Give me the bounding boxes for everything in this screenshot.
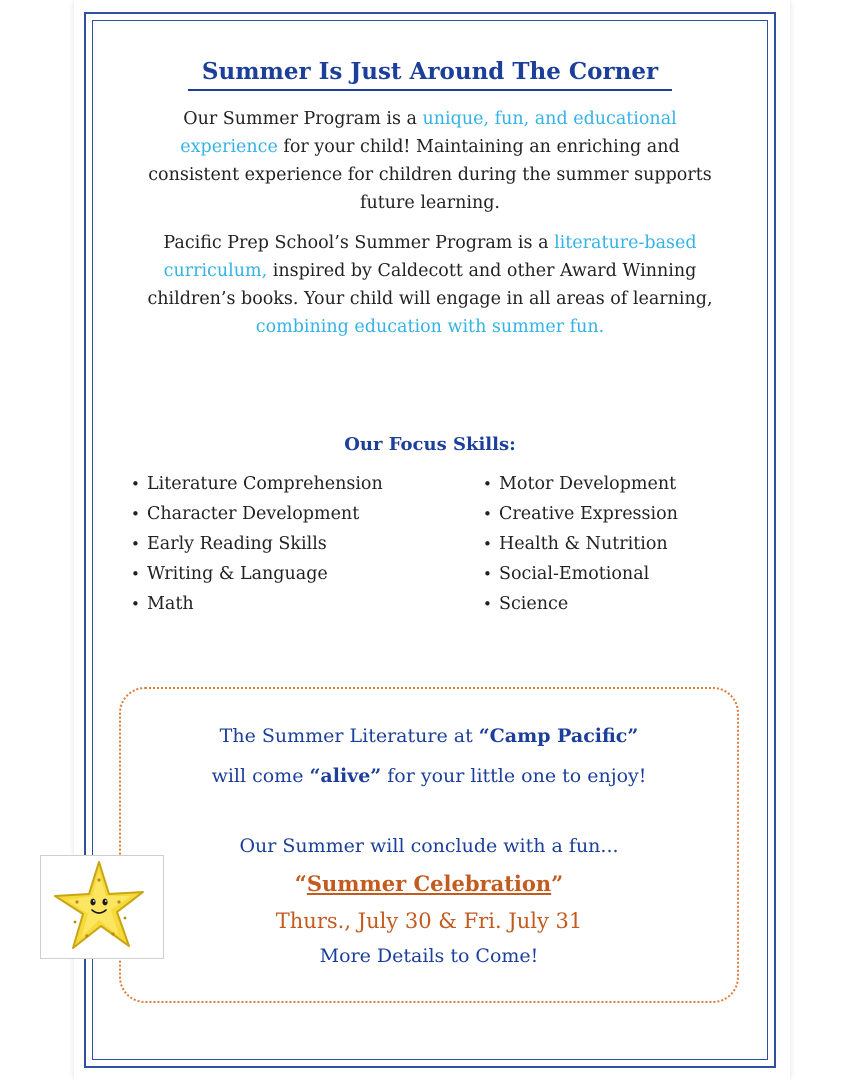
camp-line-1-text: The Summer Literature at <box>219 725 479 747</box>
camp-line-2-text-1: will come <box>211 765 310 787</box>
camp-line-1 <box>121 725 737 747</box>
camp-alive: “alive” <box>309 765 382 787</box>
more-details-text: More Details to Come! <box>319 945 539 967</box>
curriculum-text-2: inspired by Caldecott and other Award Winning children’s books. Your child will engage in all areas of learning, <box>147 261 713 309</box>
list-item: • Early Reading Skills <box>131 529 383 559</box>
celebration-open-quote: “ <box>294 871 307 896</box>
curriculum-highlight-2: combining education with summer fun. <box>255 317 605 337</box>
celebration-dates: Thurs., July 30 & Fri. July 31 <box>275 909 583 933</box>
flyer-title-text: Summer Is Just Around The Corner <box>188 58 672 91</box>
list-item: • Math <box>131 589 383 619</box>
list-item: • Writing & Language <box>131 559 383 589</box>
curriculum-highlight-1: literature-based curriculum, <box>163 233 697 281</box>
flyer-inner-border <box>92 20 768 1060</box>
celebration-close-quote: ” <box>551 871 564 896</box>
intro-text-1: Our Summer Program is a <box>183 109 423 129</box>
curriculum-paragraph <box>133 229 727 341</box>
camp-line-2 <box>121 765 737 787</box>
list-item: • Science <box>483 589 678 619</box>
starfish-icon <box>47 856 157 956</box>
focus-skills-heading: Our Focus Skills: <box>344 434 516 455</box>
intro-paragraph <box>133 105 727 217</box>
list-item: • Literature Comprehension <box>131 469 383 499</box>
list-item: • Motor Development <box>483 469 678 499</box>
list-item: • Character Development <box>131 499 383 529</box>
flyer-outer-border <box>84 12 776 1068</box>
list-item: • Health & Nutrition <box>483 529 678 559</box>
camp-name: “Camp Pacific” <box>478 725 639 747</box>
camp-line-2-text-2: for your little one to enjoy! <box>381 765 647 787</box>
curriculum-text-1: Pacific Prep School’s Summer Program is a <box>163 233 555 253</box>
focus-skills-left-list <box>131 469 383 619</box>
camp-pacific-box <box>119 687 739 1003</box>
celebration-name: Summer Celebration <box>306 871 552 896</box>
camp-line-3: Our Summer will conclude with a fun... <box>239 835 619 857</box>
list-item: • Social-Emotional <box>483 559 678 589</box>
intro-text-2: for your child! Maintaining an enriching and consistent experience for children during the summer supports future learning. <box>148 137 712 213</box>
starfish-image <box>40 855 164 959</box>
summer-celebration-title <box>121 871 737 896</box>
flyer-title <box>93 49 767 91</box>
intro-highlight: unique, fun, and educational experience <box>180 109 677 157</box>
focus-skills-right-list <box>483 469 678 619</box>
list-item: • Creative Expression <box>483 499 678 529</box>
